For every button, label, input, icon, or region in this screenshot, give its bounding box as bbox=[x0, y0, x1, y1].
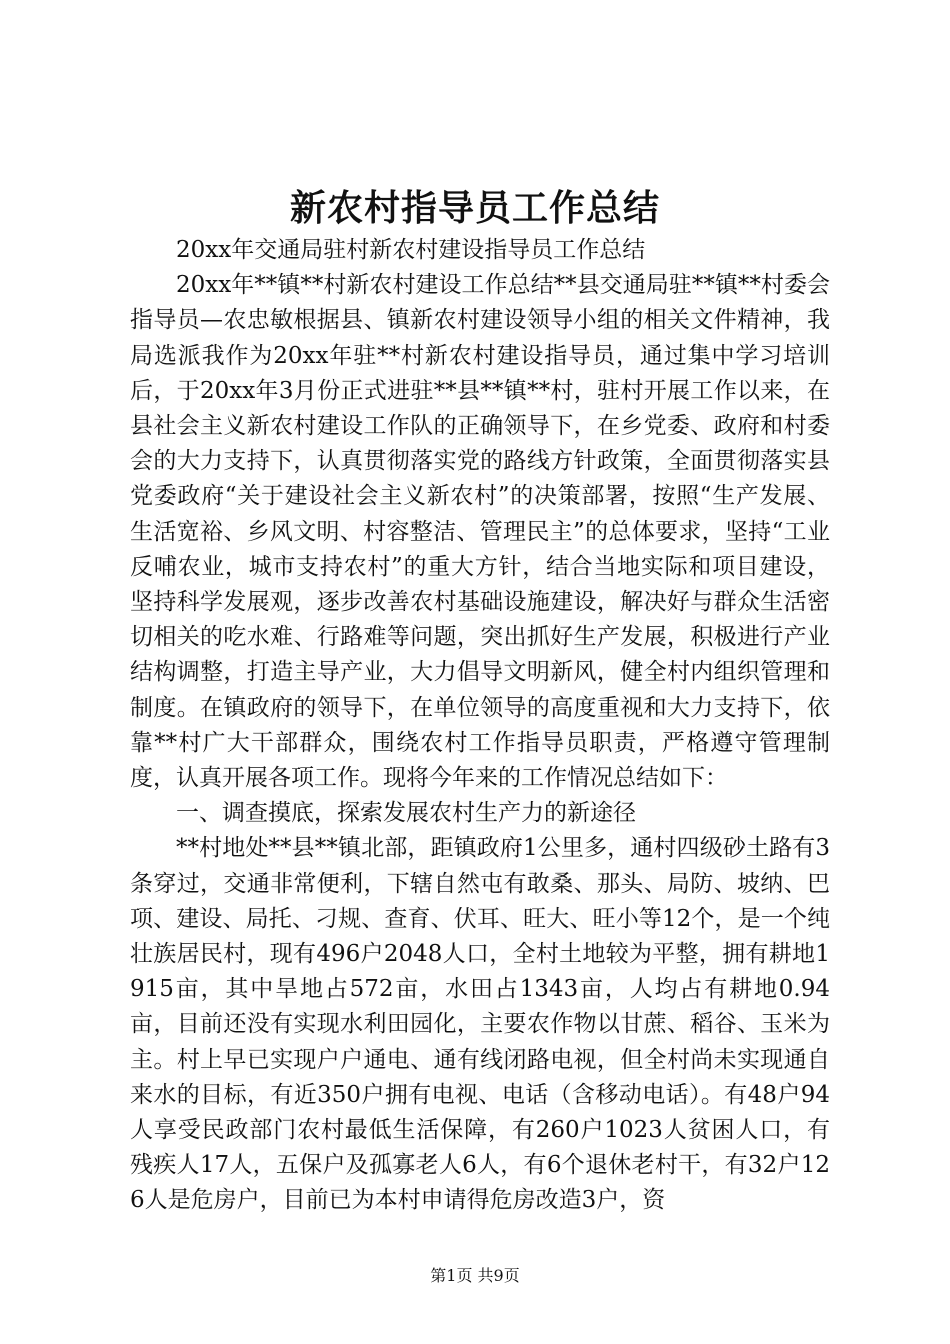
section-paragraph: **村地处**县**镇北部，距镇政府1公里多，通村四级砂土路有3条穿过，交通非常便利，下辖自然屯有敢桑、那头、局防、坡纳、巴项、建设、局托、刁规、查育、伏耳、旺大、旺小等12个，是一个纯壮族居民村，现有496户2048人口，全村土地较为平整，拥有耕地1915亩，其中旱地占572亩，水田占1343亩，人均占有耕地0.94亩，目前还没有实现水利田园化，主要农作物以甘蔗、稻谷、玉米为主。村上早已实现户户通电、通有线闭路电视，但全村尚未实现通自来水的目标，有近350户拥有电视、电话（含移动电话）。有48户94人享受民政部门农村最低生活保障，有260户1023人贫困人口，有残疾人17人，五保户及孤寡老人6人，有6个退休老村干，有32户126人是危房户，目前已为本村申请得危房改造3户，资 bbox=[130, 835, 830, 1214]
document-title: 新农村指导员工作总结 bbox=[289, 187, 660, 229]
document-body bbox=[130, 233, 830, 1219]
section-heading: 一、调查摸底，探索发展农村生产力的新途径 bbox=[176, 800, 636, 827]
subtitle-paragraph: 20xx年交通局驻村新农村建设指导员工作总结 bbox=[176, 237, 646, 263]
page-footer: 第1页 共9页 bbox=[430, 1266, 520, 1285]
intro-paragraph: 20xx年**镇**村新农村建设工作总结**县交通局驻**镇**村委会指导员—农忠敏根据县、镇新农村建设领导小组的相关文件精神，我局选派我作为20xx年驻**村新农村建设指导员，通过集中学习培训后，于20xx年3月份正式进驻**县**镇**村，驻村开展工作以来，在县社会主义新农村建设工作队的正确领导下，在乡党委、政府和村委会的大力支持下，认真贯彻落实党的路线方针政策，全面贯彻落实县党委政府“关于建设社会主义新农村”的决策部署，按照“生产发展、生活宽裕、乡风文明、村容整洁、管理民主”的总体要求，坚持“工业反哺农业，城市支持农村”的重大方针，结合当地实际和项目建设，坚持科学发展观，逐步改善农村基础设施建设，解决好与群众生活密切相关的吃水难、行路难等问题，突出抓好生产发展，积极进行产业结构调整，打造主导产业，大力倡导文明新风，健全村内组织管理和制度。在镇政府的领导下，在单位领导的高度重视和大力支持下，依靠**村广大干部群众，围绕农村工作指导员职责，严格遵守管理制度，认真开展各项工作。现将今年来的工作情况总结如下： bbox=[130, 272, 830, 792]
